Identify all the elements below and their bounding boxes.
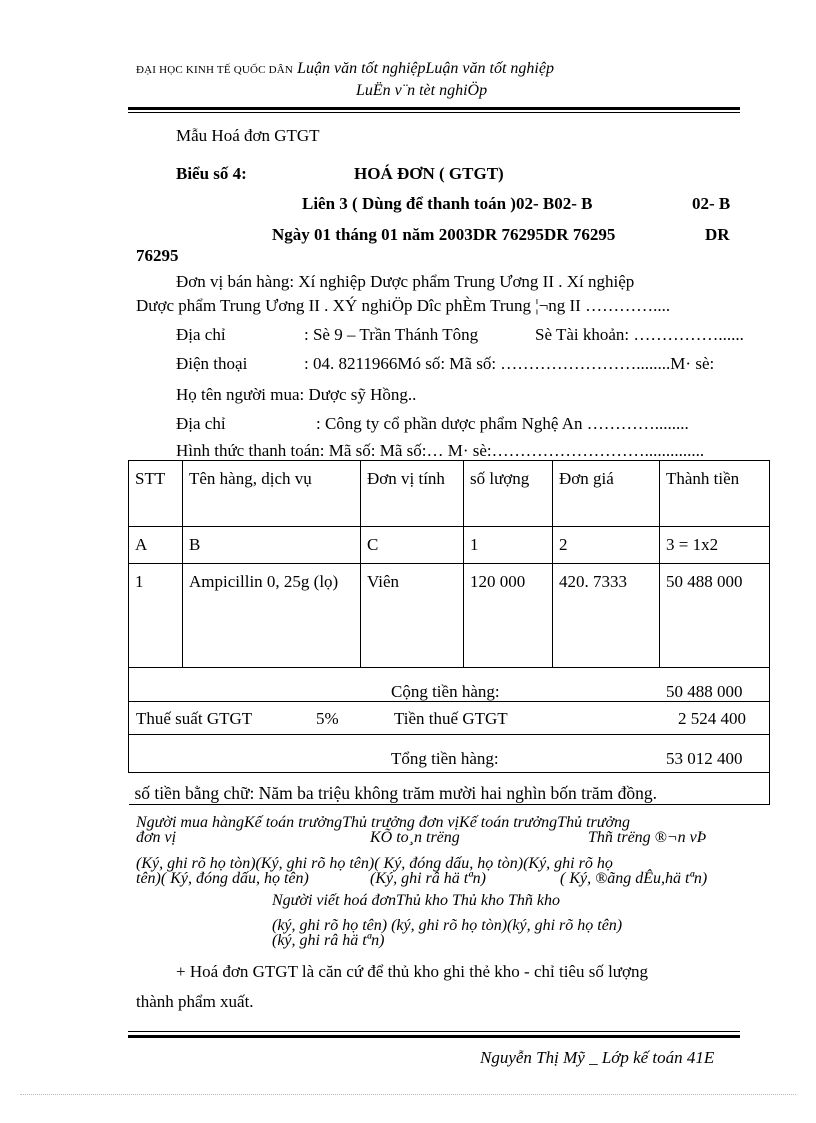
serial-number: 76295 (136, 246, 179, 265)
signature-accountant: KÕ to¸n trëng (370, 829, 460, 846)
footer-author: Nguyễn Thị Mỹ _ Lớp kế toán 41E (480, 1048, 715, 1067)
vat-rate-label: Thuế suất GTGT (136, 709, 253, 728)
subtotal-cell (129, 668, 770, 702)
footer-rule (128, 1035, 740, 1038)
seller-address-label: Địa chỉ (176, 325, 226, 344)
col-header: Đơn vị tính (361, 461, 464, 527)
buyer-address-label: Địa chỉ (176, 414, 226, 433)
note-line-2: thành phẩm xuất. (136, 992, 254, 1011)
code-cell: A (129, 527, 183, 564)
vat-amount: 2 524 400 (678, 709, 746, 728)
total-label: Tổng tiền hàng: (391, 749, 499, 768)
thesis-subtitle: LuËn v¨n tèt nghiÖp (356, 82, 488, 99)
form-name: Mẫu Hoá đơn GTGT (176, 126, 320, 145)
cell-amount: 50 488 000 (660, 564, 770, 668)
header-rule-thin (128, 112, 740, 113)
lien-code: 02- B (692, 194, 731, 213)
header-rule (128, 107, 740, 110)
signature-instructions-cont: tên)( Ký, đóng dấu, họ tên) (136, 870, 309, 887)
col-header: STT (129, 461, 183, 527)
seller-account: Sè Tài khoản: ……………...... (535, 325, 744, 344)
signature-instructions-b: (Ký, ghi râ hä tªn) (370, 870, 486, 887)
payment-method: Hình thức thanh toán: Mã số: Mã số:… M· sè:……………………….............. (176, 441, 705, 460)
lien-line: Liên 3 ( Dùng để thanh toán )02- B02- B (302, 194, 593, 213)
total-cell (129, 735, 770, 773)
phone-value: : 04. 8211966Mó số: Mã số: ……………………........M· sè: (304, 354, 715, 373)
vat-cell (129, 702, 770, 735)
total-row (129, 735, 770, 773)
in-words-row (129, 773, 770, 805)
signature-titles-cont: đơn vị (136, 829, 177, 846)
signature-issuer: Người viết hoá đơnThủ kho Thủ kho Thñ kho (272, 892, 561, 909)
col-header: Tên hàng, dịch vụ (183, 461, 361, 527)
signature-titles: Người mua hàngKế toán trưởngThủ trưởng đơn vịKế toán trưởngThủ trưởng (136, 814, 631, 831)
signature-head: Thñ trëng ®¬n vÞ (588, 829, 707, 846)
in-words-cell (129, 773, 770, 805)
cell-quantity: 120 000 (464, 564, 553, 668)
subtotal-row (129, 668, 770, 702)
code-cell: C (361, 527, 464, 564)
vat-row (129, 702, 770, 735)
cell-product: Ampicillin 0, 25g (lọ) (183, 564, 361, 668)
table-row (129, 564, 770, 668)
cell-unit-price: 420. 7333 (553, 564, 660, 668)
footer-rule-thin (128, 1031, 740, 1032)
phone-label: Điện thoại (176, 354, 248, 373)
signature-instructions: (Ký, ghi rõ họ tòn)(Ký, ghi rõ họ tên)( Ký, đóng dấu, họ tòn)(Ký, ghi rõ họ (136, 855, 613, 872)
col-header: số lượng (464, 461, 553, 527)
bieu-label: Biểu số 4: (176, 164, 247, 183)
table-code-row (129, 527, 770, 564)
date-line: Ngày 01 tháng 01 năm 2003DR 76295DR 76295 (272, 225, 616, 244)
cell-stt: 1 (129, 564, 183, 668)
signature-instructions-c: ( Ký, ®ãng dÊu,hä tªn) (560, 870, 708, 887)
thesis-title: Luận văn tốt nghiệpLuận văn tốt nghiệp (297, 60, 554, 77)
subtotal-value: 50 488 000 (666, 682, 743, 701)
seller-address-value: : Sè 9 – Trần Thánh Tông (304, 325, 479, 344)
total-value: 53 012 400 (666, 749, 743, 768)
buyer-name: Họ tên người mua: Dược sỹ Hồng.. (176, 385, 417, 404)
col-header: Thành tiền (660, 461, 770, 527)
code-cell: 2 (553, 527, 660, 564)
invoice-title: HOÁ ĐƠN ( GTGT) (354, 164, 504, 183)
table-header-row (129, 461, 770, 527)
date-code: DR (705, 225, 730, 244)
page-edge-divider (20, 1094, 796, 1095)
subtotal-label: Cộng tiền hàng: (391, 682, 500, 701)
signature-issuer-instructions-cont: (ký, ghi râ hä tªn) (272, 932, 385, 949)
col-header: Đơn giá (553, 461, 660, 527)
page-header (136, 60, 554, 78)
code-cell: 1 (464, 527, 553, 564)
invoice-table (128, 460, 770, 805)
seller-line-1: Đơn vị bán hàng: Xí nghiệp Dược phẩm Trung Ương II . Xí nghiệp (176, 272, 635, 291)
signature-issuer-instructions: (ký, ghi rõ họ tên) (ký, ghi rõ họ tòn)(ký, ghi rõ họ tên) (272, 917, 623, 934)
school-name: ĐẠI HỌC KINH TẾ QUỐC DÂN (136, 64, 294, 76)
vat-rate: 5% (316, 709, 339, 728)
code-cell: B (183, 527, 361, 564)
buyer-address-value: : Công ty cổ phần dược phẩm Nghệ An …………........ (316, 414, 689, 433)
cell-unit: Viên (361, 564, 464, 668)
amount-in-words: số tiền bằng chữ: Năm ba triệu không trăm mười hai nghìn bốn trăm đồng. (134, 783, 658, 803)
note-line-1: + Hoá đơn GTGT là căn cứ để thủ kho ghi thẻ kho - chỉ tiêu số lượng (176, 962, 649, 981)
seller-line-2: Dược phẩm Trung Ương II . XÝ nghiÖp Dîc phÈm Trung ¦¬ng II ………….... (136, 296, 671, 315)
code-cell: 3 = 1x2 (660, 527, 770, 564)
vat-amount-label: Tiền thuế GTGT (394, 709, 508, 728)
